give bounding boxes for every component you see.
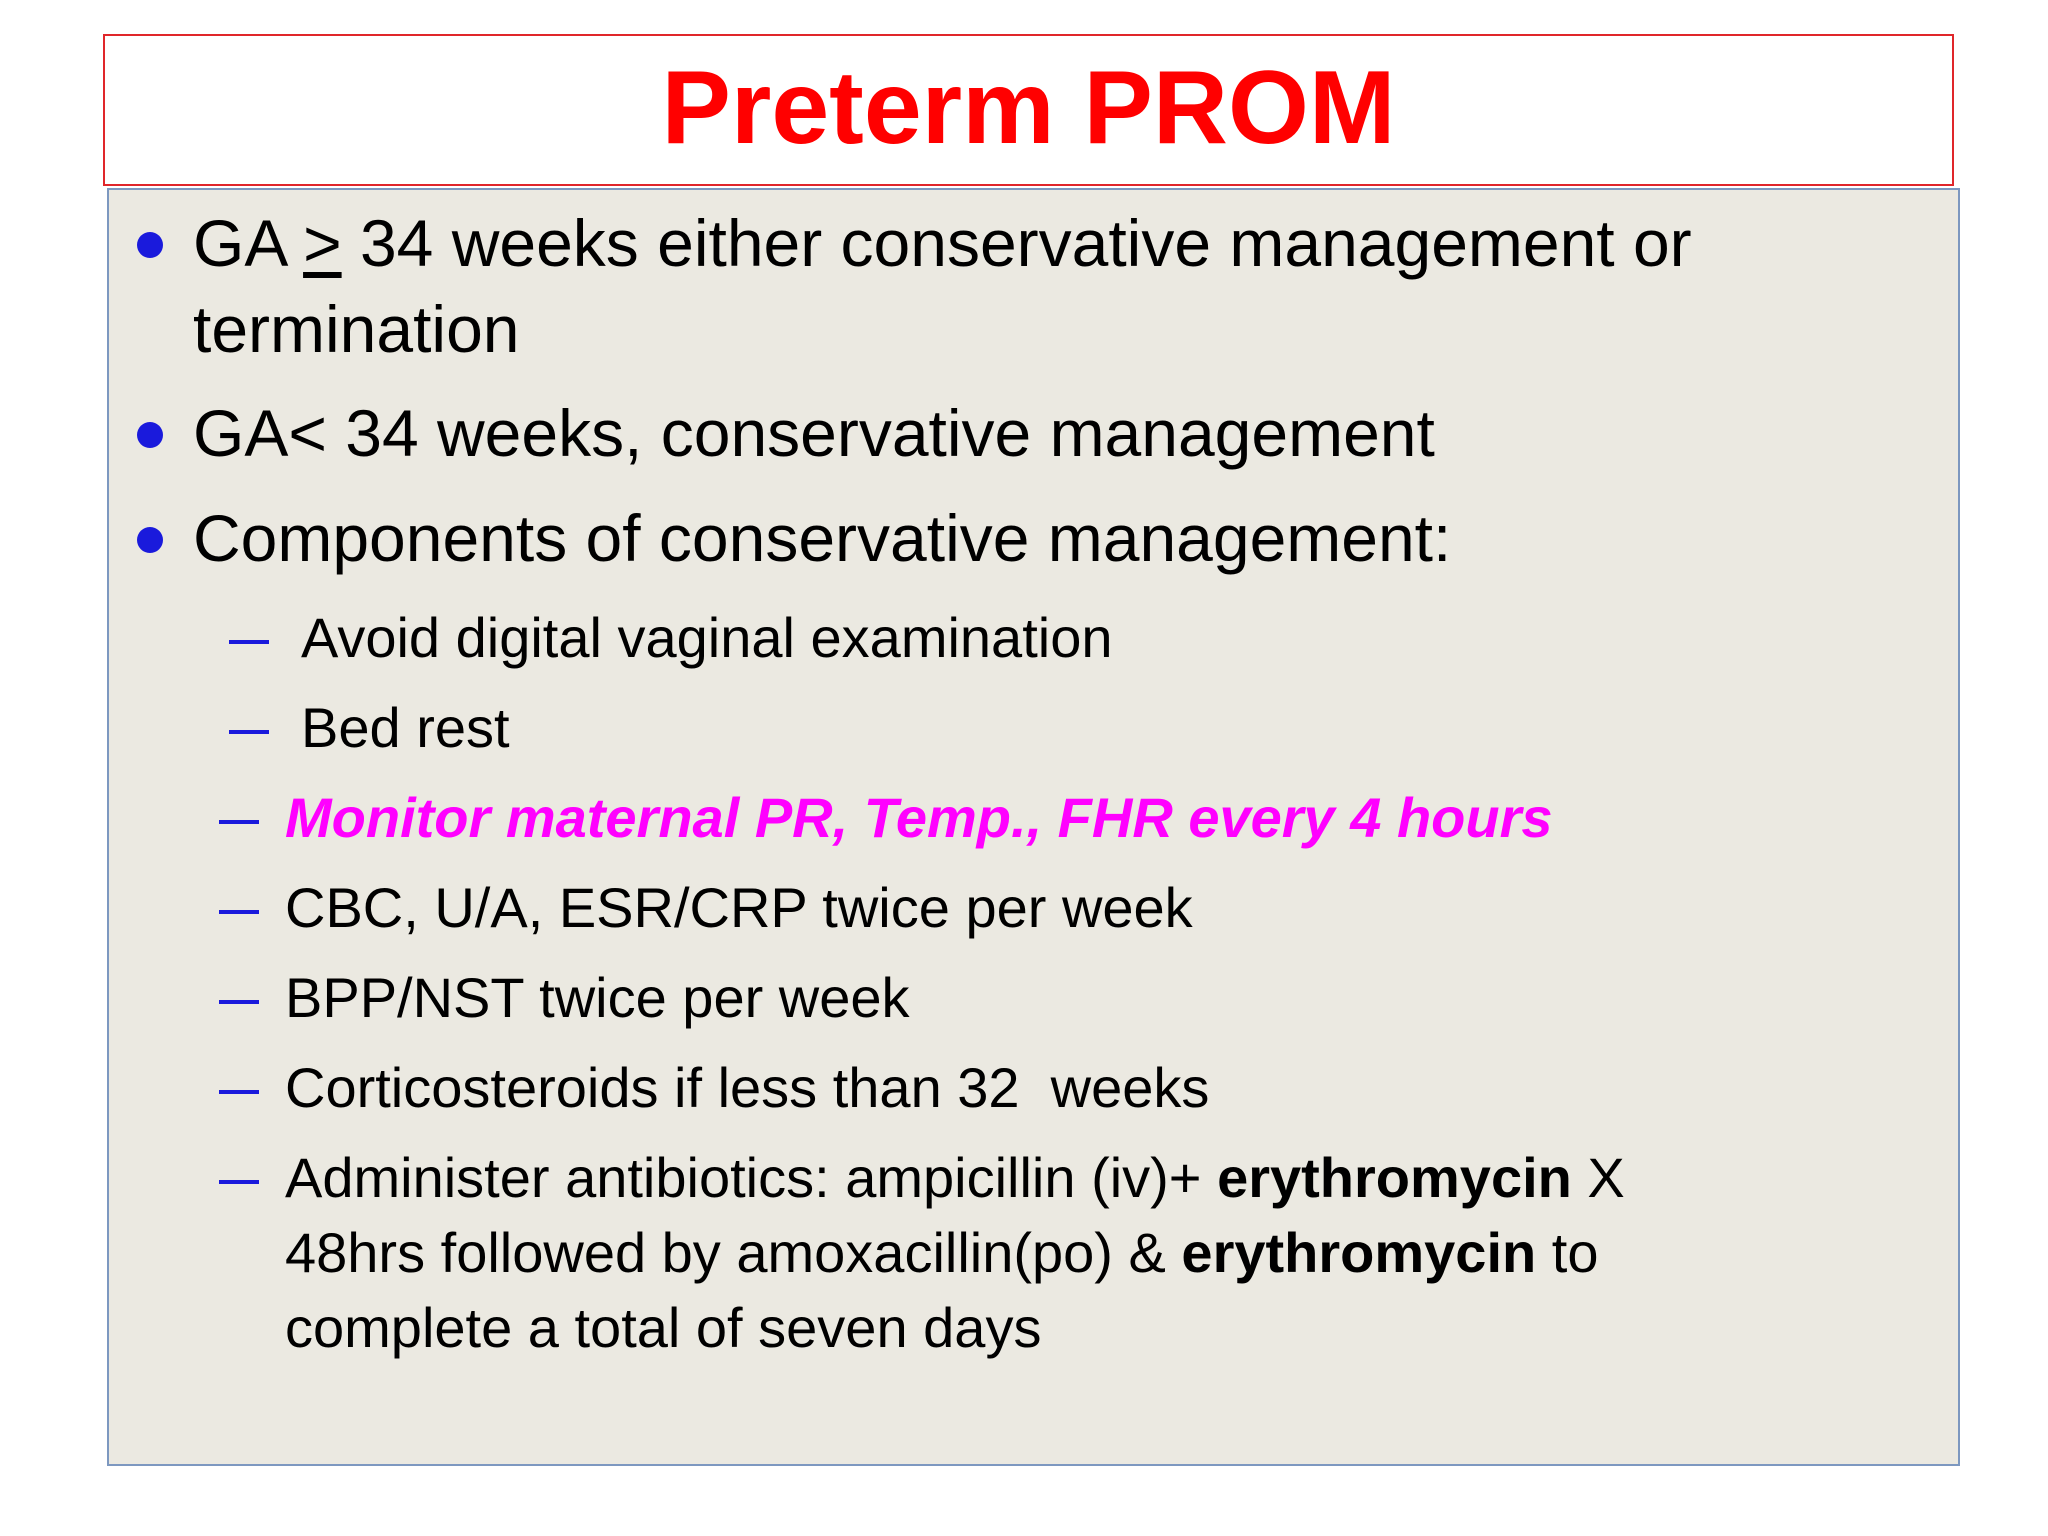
sub-item-text: CBC, U/A, ESR/CRP twice per week	[285, 876, 1193, 939]
drug-name-bold: erythromycin	[1217, 1146, 1572, 1209]
sub-item-text-part: Administer antibiotics: ampicillin (iv)+	[285, 1146, 1218, 1209]
bullet-text	[193, 200, 1933, 372]
dash-icon	[219, 1050, 263, 1125]
greater-equal-symbol: >	[303, 206, 342, 280]
sub-item-text-part: X	[1571, 1146, 1625, 1209]
slide-title: Preterm PROM	[661, 50, 1396, 166]
bullet-text: Components of conservative management:	[193, 501, 1452, 575]
bullet-dot-icon	[137, 232, 163, 258]
sub-item-text-part: 48hrs followed by amoxacillin(po) &	[285, 1221, 1182, 1284]
sub-item-text: Avoid digital vaginal examination	[301, 606, 1113, 669]
bullet-text-part: GA	[193, 206, 304, 280]
sub-item-text: Monitor maternal PR, Temp., FHR every 4 hours	[285, 786, 1553, 849]
dash-icon	[219, 1140, 263, 1215]
drug-name-bold: erythromycin	[1181, 1221, 1537, 1284]
sub-item-text: BPP/NST twice per week	[285, 966, 910, 1029]
bullet-text-part: 34 weeks either conservative management or	[341, 206, 1692, 280]
dash-icon	[219, 870, 263, 945]
sub-item-text-part: complete a total of seven days	[285, 1296, 1042, 1359]
dash-icon	[229, 600, 273, 675]
dash-icon	[229, 690, 273, 765]
bullet-dot-icon	[137, 527, 163, 553]
sub-item-text	[285, 1140, 1625, 1365]
bullet-text-part: termination	[193, 292, 520, 366]
bullet-dot-icon	[137, 422, 163, 448]
content-box	[107, 188, 1960, 1466]
bullet-text: GA< 34 weeks, conservative management	[193, 396, 1435, 470]
sub-item-text: Corticosteroids if less than 32 weeks	[285, 1056, 1210, 1119]
title-box	[103, 34, 1954, 186]
sub-item-text: Bed rest	[301, 696, 510, 759]
sub-item-text-part: to	[1536, 1221, 1599, 1284]
dash-icon	[219, 780, 263, 855]
dash-icon	[219, 960, 263, 1035]
